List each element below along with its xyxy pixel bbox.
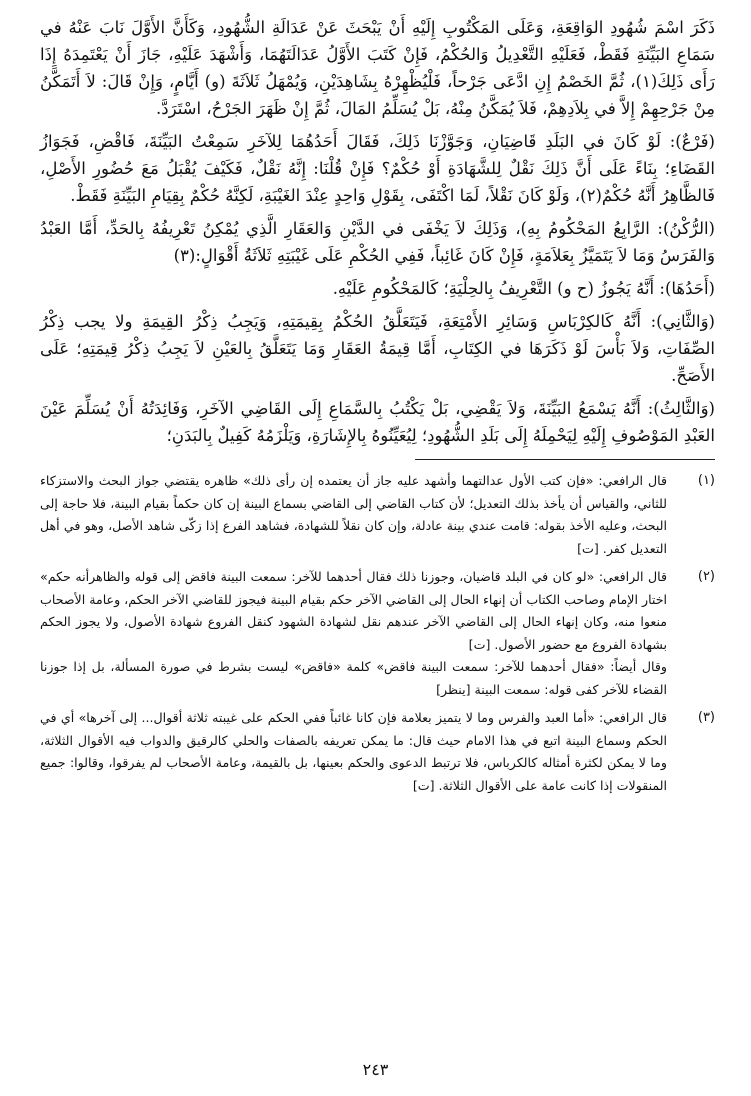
footnote-number: (٣) bbox=[697, 710, 715, 725]
footnote-text: قال الرافعي: «لو كان في البلد قاضيان، وجوزنا ذلك فقال أحدهما للآخر: سمعت البينة فاقض إلى قوله والظاهرأنه حكم» اختار الإمام وصاحب الكتاب أن إنهاء الحال إلى القاضي الآخر حكم بقيام البينة فيجوز للقاضي الآخر الحكم، وعامة الأصحاب منعوا منه، وكان إنهاء الحال إلى القاضي الآخر عندهم نقل لشهادة الشهود كنقل الفروع شهادة الأصول، ولا يجوز الحكم بشهادة الفروع مع حضور الأصول. [ت] bbox=[40, 569, 667, 652]
footnote-text: قال الرافعي: «فإن كتب الأول عدالتهما وأشهد عليه جاز أن يعتمده إن رأى ذلك» ظاهره يقتضي جواز البحث والاستزكاء للثاني، والقياس أن يأخذ بذلك التعديل؛ لأن كتاب القاضي إلى القاضي بسماع البينة إن كان حكماً بقيام البينة، فلا حاجة إلى البحث، وعليه الأخذ بقوله: قامت عندي بينة عادلة، وإن كان نقلاً للشهادة، فشاهد الفرع إذا زكّى شاهد الأصل، وهو في أهل التعديل كفر. [ت] bbox=[40, 473, 667, 556]
footnote-body bbox=[40, 470, 667, 560]
footnote-body bbox=[40, 707, 667, 797]
footnote-3 bbox=[40, 707, 715, 797]
paragraph-qawl-3: (وَالثَّالِثُ): أَنَّهُ يَسْمَعُ البَيِّنَةَ، وَلاَ يَقْضِي، بَلْ يَكْتُبُ بِالسَّمَاعِ إِلَى القَاضِي الآخَرِ، وَفَائِدَتُهُ أَنْ يُسَلِّمَ عَيْنَ العَبْدِ المَوْصُوفِ إِلَيْهِ لِيَحْمِلَهُ إِلَى بَلَدِ الشُّهُودِ؛ لِيُعَيِّنُوهُ بِالإِشَارَةِ، وَيَلْزَمُهُ كَفِيلٌ بِالبَدَنِ؛ bbox=[40, 399, 715, 445]
footnote-text: قال الرافعي: «أما العبد والفرس وما لا يتميز بعلامة فإن كانا غائباً ففي الحكم على غيبته ثلاثة أقوال... إلى آخرها» أي في الحكم وسماع البينة اتبع في هذا الامام حيث قال: ما يمكن تعريفه بالصفات والحلي كالرقيق والدواب فيه الأقوال الثلاثة، وما لا يمكن لكثرة أمثاله كالكرباس، فلا ترتبط الدعوى والحكم بعينها، بل بالقيمة، وعامة الأصحاب لم يفرقوا، وقالوا: جميع المنقولات إذا كانت عامة على الأقوال الثلاثة. [ت] bbox=[40, 710, 667, 793]
footnote-separator bbox=[415, 459, 715, 460]
paragraph-qawl-1: (أَحَدُهَا): أَنَّهُ يَجُوزُ (ح و) التَّعْرِيفُ بِالحِلْيَةِ؛ كَالمَحْكُومِ عَلَيْهِ. bbox=[332, 279, 715, 298]
footnote-number: (٢) bbox=[697, 569, 715, 584]
footnote-number: (١) bbox=[697, 473, 715, 488]
main-text bbox=[40, 14, 715, 449]
paragraph-opening: ذَكَرَ اسْمَ شُهُودِ الوَاقِعَةِ، وَعَلَى المَكْتُوبِ إِلَيْهِ أَنْ يَبْحَثَ عَنْ عَدَالَةِ الشُّهُودِ، وَكَأَنَّ الأَوَّلَ نَابَ عَنْهُ في سَمَاعِ البَيِّنَةِ فَقَطْ، فَعَلَيْهِ التَّعْدِيلُ وَالحُكْمُ، فَإِنْ كَتَبَ الأَوَّلُ عَدَالَتَهُمَا، وَأَشْهَدَ عَلَيْهِ، جَازَ أَنْ يَعْتَمِدَهُ إِذَا رَأَى ذَلِكَ(١)، ثُمَّ الخَصْمُ إِنِ ادَّعَى جَرْحاً، فَلْيُظْهِرْهُ بِشَاهِدَيْنِ، وَيُمْهَلُ ثَلاَثَةَ (و) أَيَّامٍ، وَإِنْ قَالَ: لاَ أَتَمَكَّنُ مِنْ جَرْحِهِمْ إِلاَّ في بِلاَدِهِمْ، فَلاَ يُمَكَّنُ مِنْهُ، بَلْ يُسَلِّمُ المَالَ، ثُمَّ إِنْ ظَهَرَ الجَرْحُ، اسْتَرَدَّ. bbox=[40, 18, 715, 118]
paragraph-qawl-2: (وَالثَّانِي): أَنَّهُ كَالكِرْبَاسِ وَسَائِرِ الأَمْتِعَةِ، فَيَتَعَلَّقُ الحُكْمُ بِقِيمَتِهِ، وَيَجِبُ ذِكْرُ القِيمَةِ ولا يجب ذِكْرُ الصِّفَاتِ، وَلاَ بَأْسَ لَوْ ذَكَرَهَا في الكِتَابِ، أَمَّا قِيمَةُ العَقَارِ وَمَا يَتَعَلَّقُ بِالعَيْنِ لاَ يَجِبُ ذِكْرُ قِيمَتِهِ؛ عَلَى الأَصَحِّ. bbox=[40, 312, 715, 385]
footnotes bbox=[40, 470, 715, 797]
paragraph-rukn-rabi: (الرُّكْنُ): الرَّابِعُ المَحْكُومُ بِهِ)، وَذَلِكَ لاَ يَخْفَى في الدَّيْنِ وَالعَقَارِ الَّذِي يُمْكِنُ تَعْرِيفُهُ بِالحَدِّ، أَمَّا العَبْدُ وَالفَرَسُ وَمَا لاَ يَتَمَيَّزُ بِعَلاَمَةٍ، فَإِنْ كَانَ غَائِباً، فَفِي الحُكْمِ عَلَى غَيْبَتِهِ ثَلاَثَةُ أَقْوَالٍ:(٣) bbox=[40, 219, 715, 265]
page-number: ٢٤٣ bbox=[362, 1060, 389, 1079]
footnote-text: وقال أيضاً: «فقال أحدهما للآخر: سمعت البينة فاقض» كلمة «فاقض» ليست بشرط في صورة المسألة، بل إذا جوزنا القضاء للآخر كفى قوله: سمعت البينة [ينظر] bbox=[40, 659, 667, 697]
footnote-body bbox=[40, 566, 667, 701]
paragraph-far: (فَرْعٌ): لَوْ كَانَ في البَلَدِ قَاضِيَانِ، وَجَوَّزْنَا ذَلِكَ، فَقَالَ أَحَدُهُمَا لِلآخَرِ سَمِعْتُ البَيِّنَةَ، فَاقْضِ، فَجَوَازُ القَضَاءِ؛ بِنَاءً عَلَى أَنَّ ذَلِكَ نَقْلٌ لِلشَّهَادَةِ أَوْ حُكْمٌ؟ فَإِنْ قُلْنَا: إِنَّهُ نَقْلٌ، فَكَيْفَ يُقْبَلُ مَعَ حُضُورِ الأَصْلِ، فَالظَّاهِرُ أَنَّهُ حُكْمٌ(٢)، وَلَوْ كَانَ نَقْلاً، لَمَا اكْتَفَى، بِقَوْلِ وَاحِدٍ عِنْدَ الغَيْبَةِ، لَكِنَّهُ حُكْمٌ بِقِيَامِ البَيِّنَةِ فَقَطْ. bbox=[40, 132, 715, 205]
footnote-1 bbox=[40, 470, 715, 560]
footnote-2 bbox=[40, 566, 715, 701]
